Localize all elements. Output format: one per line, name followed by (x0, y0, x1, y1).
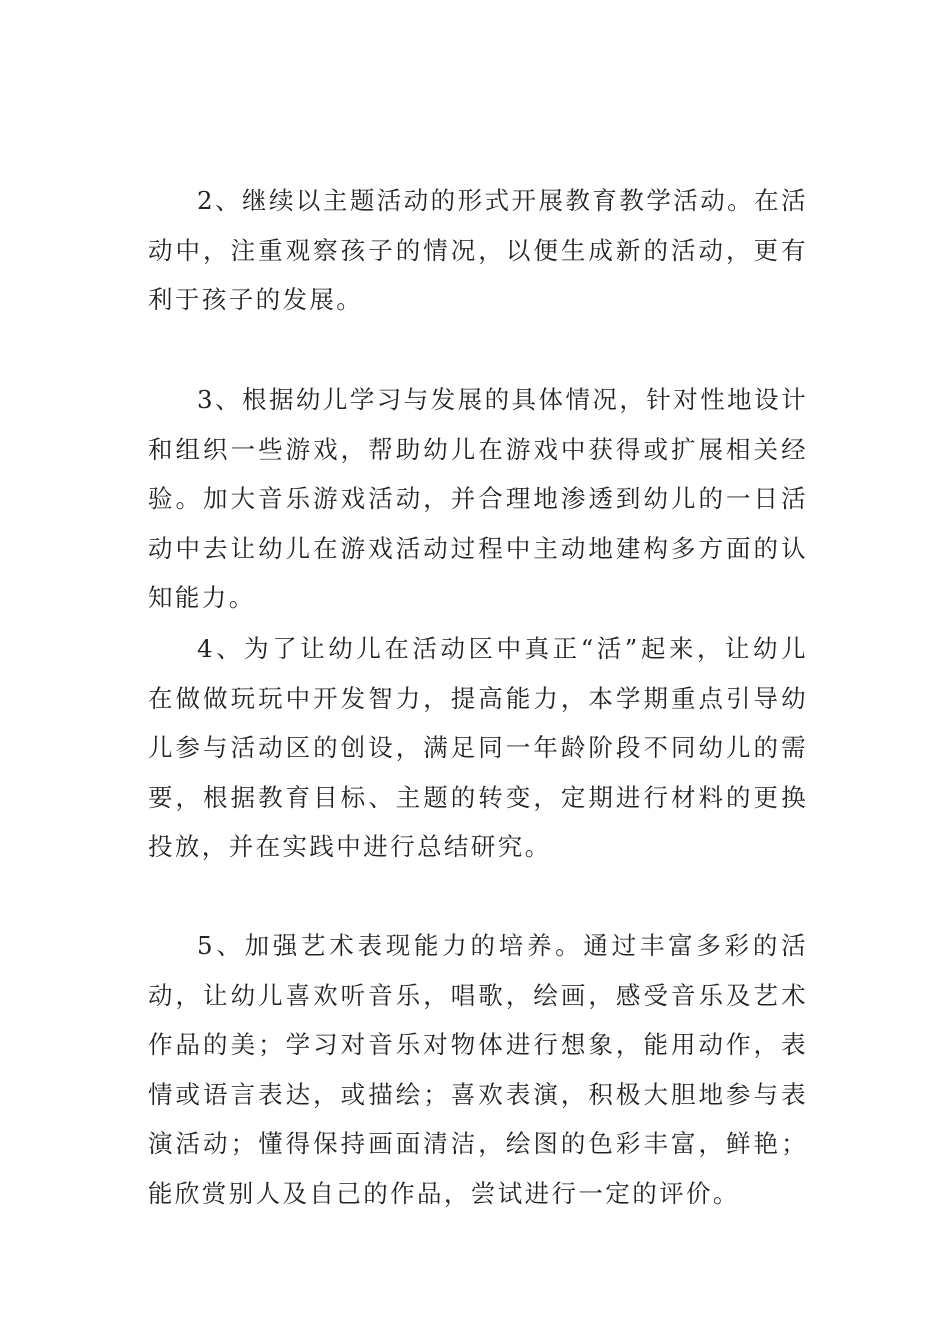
paragraph-item-5: 5、加强艺术表现能力的培养。通过丰富多彩的活动，让幼儿喜欢听音乐，唱歌，绘画，感受音乐及艺术作品的美；学习对音乐对物体进行想象，能用动作，表情或语言表达，或描绘；喜欢表演，积极大胆地参与表演活动；懂得保持画面清洁，绘图的色彩丰富，鲜艳；能欣赏别人及自己的作品，尝试进行一定的评价。 (148, 931, 808, 1208)
paragraph-item-4: 4、为了让幼儿在活动区中真正“活”起来，让幼儿在做做玩玩中开发智力，提高能力，本学期重点引导幼儿参与活动区的创设，满足同一年龄阶段不同幼儿的需要，根据教育目标、主题的转变，定期进行材料的更换投放，并在实践中进行总结研究。 (148, 634, 808, 861)
paragraph-item-3: 3、根据幼儿学习与发展的具体情况，针对性地设计和组织一些游戏，帮助幼儿在游戏中获得或扩展相关经验。加大音乐游戏活动，并合理地渗透到幼儿的一日活动中去让幼儿在游戏活动过程中主动地建构多方面的认知能力。 (148, 385, 808, 612)
paragraph-item-2: 2、继续以主题活动的形式开展教育教学活动。在活动中，注重观察孩子的情况，以便生成新的活动，更有利于孩子的发展。 (148, 186, 808, 314)
